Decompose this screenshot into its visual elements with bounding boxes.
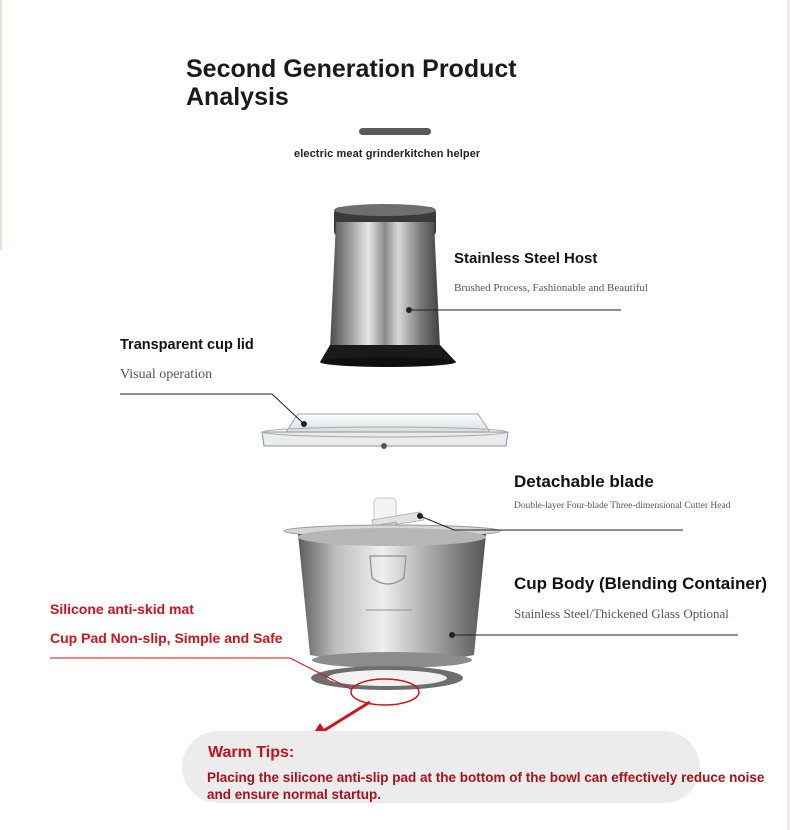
host-label: Stainless Steel Host: [454, 250, 598, 267]
blade-desc: Double-layer Four-blade Three-dimensional Cutter Head: [514, 501, 731, 511]
lid-desc: Visual operation: [120, 367, 213, 382]
warm-tips-text: Placing the silicone anti-slip pad at the bottom of the bowl can effectively reduce noise and ensure normal startup.: [207, 770, 765, 802]
warm-tips-title: Warm Tips:: [208, 744, 295, 761]
motor-host-image: [320, 204, 456, 367]
mat-label: Silicone anti-skid mat: [50, 601, 194, 617]
red-leader-line: [50, 658, 351, 689]
blade-label: Detachable blade: [514, 472, 654, 491]
cup-desc: Stainless Steel/Thickened Glass Optional: [514, 606, 729, 621]
mat-desc: Cup Pad Non-slip, Simple and Safe: [50, 630, 283, 646]
silicone-mat-image: [311, 666, 463, 705]
cup-label: Cup Body (Blending Container): [514, 574, 768, 593]
cup-body-image: [284, 525, 500, 668]
lid-label: Transparent cup lid: [120, 337, 254, 353]
host-desc: Brushed Process, Fashionable and Beautiful: [454, 282, 648, 294]
page-subtitle: electric meat grinderkitchen helper: [294, 148, 481, 160]
page-title: Second Generation Product Analysis: [186, 55, 517, 111]
